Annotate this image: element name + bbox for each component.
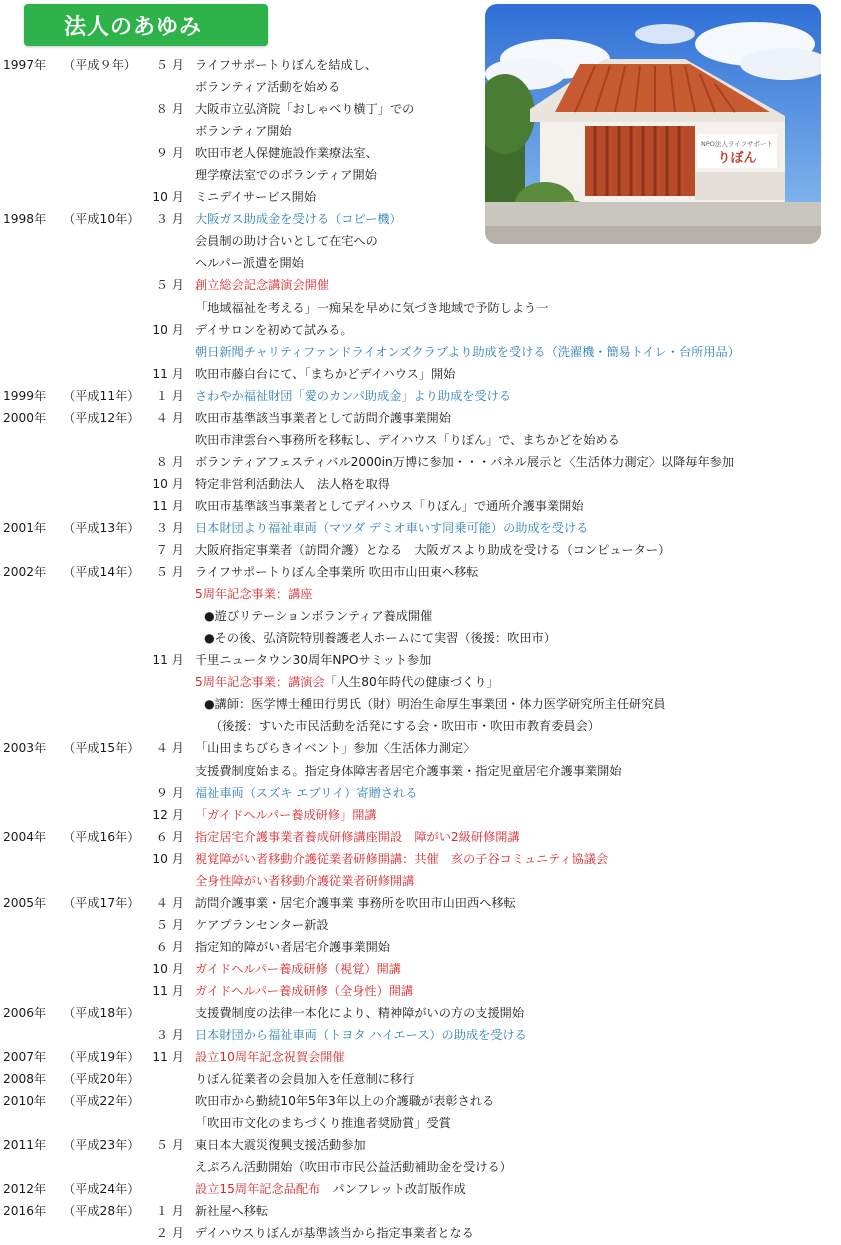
timeline-year: 2012年 — [3, 1182, 47, 1197]
timeline-event — [195, 983, 413, 999]
timeline-row — [0, 385, 841, 407]
timeline-event-text: ●その後、弘済院特別養護老人ホームにて実習（後援：吹田市） — [204, 631, 556, 646]
timeline-event-text: パンフレット改訂版作成 — [320, 1182, 466, 1197]
timeline-event-text: 東日本大震災復興支援活動参加 — [195, 1138, 366, 1153]
timeline-event-text: 支援費制度の法律一本化により、精神障がいの方の支援開始 — [195, 1006, 525, 1021]
timeline-era: （平成24年） — [63, 1182, 140, 1197]
timeline-row — [0, 341, 841, 363]
timeline-row — [0, 54, 841, 76]
timeline-event — [204, 630, 556, 646]
timeline-year: 2008年 — [3, 1072, 47, 1087]
timeline-event — [195, 961, 401, 977]
timeline-row — [0, 407, 841, 429]
timeline-row — [0, 473, 841, 495]
timeline-month: 10 月 — [152, 476, 184, 491]
timeline-year: 2001年 — [3, 520, 47, 535]
timeline-row — [0, 186, 841, 208]
timeline-era: （平成20年） — [63, 1072, 140, 1087]
timeline-event — [195, 939, 390, 955]
timeline-row — [0, 870, 841, 892]
timeline-year: 2016年 — [3, 1204, 47, 1219]
timeline-event — [195, 564, 478, 580]
timeline-event — [195, 763, 622, 779]
timeline-event — [195, 255, 304, 271]
timeline-row — [0, 363, 841, 385]
timeline-row — [0, 1178, 841, 1200]
page-title: 法人のあゆみ — [64, 14, 203, 40]
timeline-event-text: 指定居宅介護事業者養成研修講座開設 障がい2級研修開講 — [195, 829, 520, 844]
timeline-row — [0, 561, 841, 583]
timeline-row — [0, 627, 841, 649]
timeline-era: （平成14年） — [63, 565, 140, 580]
timeline-event — [195, 277, 329, 293]
timeline-event — [195, 873, 414, 889]
timeline-era: （平成17年） — [63, 895, 140, 910]
timeline-event-text: 「吹田市文化のまちづくり推進者奨励賞」受賞 — [195, 1116, 451, 1131]
timeline-event-text: ガイドヘルパー養成研修（全身性）開講 — [195, 983, 414, 998]
timeline-event — [195, 167, 377, 183]
timeline-event — [195, 145, 378, 161]
timeline-month: ３ 月 — [155, 212, 184, 227]
timeline-event-text: 訪問介護事業・居宅介護事業 事務所を吹田市山田西へ移転 — [195, 895, 516, 910]
timeline-event — [195, 189, 316, 205]
timeline-event-text: 会員制の助け合いとして在宅への — [195, 234, 378, 249]
timeline-event-text: ボランティアフェスティバル2000in万博に参加・・・パネル展示と〈生活体力測定〉以降毎年参加 — [195, 454, 735, 469]
timeline-event — [195, 300, 548, 316]
timeline-row — [0, 936, 841, 958]
timeline-event — [195, 366, 455, 382]
timeline-row — [0, 914, 841, 936]
timeline-month: ２ 月 — [155, 1226, 184, 1241]
timeline-event — [195, 1049, 345, 1065]
timeline-event — [195, 322, 353, 338]
timeline-event — [195, 1115, 451, 1131]
timeline-row — [0, 76, 841, 98]
timeline-event — [195, 851, 608, 867]
timeline-month: 11 月 — [152, 498, 184, 513]
timeline-year: 2003年 — [3, 741, 47, 756]
timeline-row — [0, 120, 841, 142]
timeline-month: 11 月 — [152, 653, 184, 668]
timeline-event — [195, 101, 414, 117]
timeline-year: 1997年 — [3, 58, 47, 72]
timeline-row — [0, 1068, 841, 1090]
timeline-row — [0, 142, 841, 164]
timeline-event-text: 朝日新聞チャリティファンドライオンズクラブより助成を受ける（洗濯機・簡易トイレ・台所用品） — [195, 344, 740, 359]
timeline-year: 2006年 — [3, 1006, 47, 1021]
timeline-row — [0, 1134, 841, 1156]
building-sign-large: りぼん — [717, 151, 757, 166]
timeline-event — [195, 542, 670, 558]
timeline-row — [0, 274, 841, 296]
timeline-month: ３ 月 — [155, 1028, 184, 1043]
timeline-event-text: デイハウスりぼんが基準該当から指定事業者となる — [195, 1226, 474, 1241]
timeline-event — [195, 740, 475, 756]
timeline-event-text: ヘルパー派遣を開始 — [195, 256, 304, 271]
timeline-event — [195, 1005, 524, 1021]
timeline-row — [0, 1002, 841, 1024]
timeline-month: 11 月 — [152, 1050, 184, 1065]
timeline-event-text: 「人生80年時代の健康づくり」 — [324, 675, 499, 690]
timeline-month: ３ 月 — [155, 520, 184, 535]
timeline-row — [0, 451, 841, 473]
timeline-event — [195, 829, 520, 845]
timeline-era: （平成19年） — [63, 1050, 140, 1065]
timeline-year: 2010年 — [3, 1094, 47, 1109]
timeline-era: （平成18年） — [63, 1006, 140, 1021]
timeline-event-text: 創立総会記念講演会開催 — [195, 278, 330, 293]
timeline-month: ４ 月 — [155, 741, 184, 756]
timeline-month: 10 月 — [152, 322, 184, 337]
timeline-row — [0, 230, 841, 252]
timeline-row — [0, 760, 841, 782]
timeline-event-text: 吹田市津雲台へ事務所を移転し、デイハウス「りぼん」で、まちかどを始める — [195, 432, 620, 447]
timeline-event-text: 新社屋へ移転 — [195, 1204, 269, 1219]
timeline-event — [195, 79, 340, 95]
timeline-event-text: ライフサポートりぼんを結成し、 — [195, 58, 378, 72]
timeline-year: 1999年 — [3, 388, 47, 403]
timeline-era: （平成13年） — [63, 520, 140, 535]
timeline-event-text: ●遊びリテーションボランティア養成開催 — [204, 609, 433, 624]
timeline-event — [195, 123, 292, 139]
timeline-event-text: 設立15周年記念品配布 — [195, 1182, 321, 1197]
timeline-era: （平成９年） — [63, 58, 137, 72]
timeline-era: （平成11年） — [63, 388, 140, 403]
timeline-event — [195, 652, 431, 668]
timeline-row — [0, 737, 841, 759]
timeline-event-text: 理学療法室でのボランティア開始 — [195, 168, 377, 183]
timeline-event — [195, 57, 377, 73]
timeline-event-text: 日本財団から福祉車両（トヨタ ハイエース）の助成を受ける — [195, 1028, 527, 1043]
timeline-event — [195, 674, 499, 690]
timeline-month: ５ 月 — [155, 278, 184, 293]
timeline-event-text: ボランティア開始 — [195, 124, 292, 139]
timeline-row — [0, 1200, 841, 1222]
timeline-event — [204, 608, 432, 624]
timeline-month: ５ 月 — [155, 58, 184, 72]
timeline-month: ８ 月 — [155, 454, 184, 469]
timeline-event — [204, 696, 666, 712]
timeline-event — [195, 520, 588, 536]
timeline-event-text: 千里ニュータウン30周年NPOサミット参加 — [195, 653, 432, 668]
timeline-event — [195, 344, 740, 360]
timeline-year: 2000年 — [3, 410, 47, 425]
timeline-month: ６ 月 — [155, 829, 184, 844]
timeline-era: （平成12年） — [63, 410, 140, 425]
timeline-month: ７ 月 — [155, 543, 184, 558]
timeline-event-text: 支援費制度始まる。指定身体障害者居宅介護事業・指定児童居宅介護事業開始 — [195, 763, 622, 778]
timeline-era: （平成10年） — [63, 212, 140, 227]
timeline-month: ４ 月 — [155, 895, 184, 910]
timeline-row — [0, 1156, 841, 1178]
timeline-row — [0, 1112, 841, 1134]
timeline-event-text: 指定知的障がい者居宅介護事業開始 — [195, 939, 390, 954]
timeline-event-text: 「地域福祉を考える」一痴呆を早めに気づき地域で予防しよう一 — [195, 300, 549, 315]
timeline-event-text: 「山田まちびらきイベント」参加〈生活体力測定〉 — [195, 741, 476, 756]
page-title-banner — [24, 4, 268, 46]
timeline-event — [195, 1027, 527, 1043]
timeline-event — [195, 454, 734, 470]
timeline-event-text: 吹田市基準該当事業者としてデイハウス「りぼん」で通所介護事業開始 — [195, 498, 584, 513]
timeline-month: ４ 月 — [155, 410, 184, 425]
timeline-event — [195, 498, 584, 514]
timeline-event — [195, 1159, 512, 1175]
timeline-row — [0, 826, 841, 848]
timeline-era: （平成23年） — [63, 1138, 140, 1153]
timeline-month: ９ 月 — [155, 785, 184, 800]
timeline-row — [0, 605, 841, 627]
timeline-event — [195, 410, 451, 426]
timeline-month: ５ 月 — [155, 565, 184, 580]
timeline-row — [0, 583, 841, 605]
timeline-row — [0, 164, 841, 186]
timeline-event-text: 大阪府指定事業者（訪問介護）となる 大阪ガスより助成を受ける（コンピューター） — [195, 543, 671, 558]
timeline-event — [195, 1137, 366, 1153]
timeline-event — [195, 233, 378, 249]
timeline-event-text: 吹田市老人保健施設作業療法室、 — [195, 146, 378, 161]
timeline-event-text: 大阪ガス助成金を受ける（コピー機） — [195, 212, 402, 227]
timeline-era: （平成16年） — [63, 829, 140, 844]
timeline-month: ５ 月 — [155, 917, 184, 932]
timeline-event-text: ●講師：医学博士種田行男氏（財）明治生命厚生事業団・体力医学研究所主任研究員 — [204, 697, 666, 712]
timeline-event — [195, 211, 402, 227]
timeline-event — [195, 432, 620, 448]
timeline-year: 2005年 — [3, 895, 47, 910]
timeline-event-text: 吹田市藤白台にて、「まちかどデイハウス」開始 — [195, 366, 456, 381]
timeline-month: 11 月 — [152, 366, 184, 381]
timeline-month: ５ 月 — [155, 1138, 184, 1153]
timeline-row — [0, 892, 841, 914]
timeline-event — [195, 1225, 474, 1241]
timeline-event-text: 視覚障がい者移動介護従業者研修開講：共催 亥の子谷コミュニティ協議会 — [195, 851, 609, 866]
timeline-event-text: ライフサポートりぼん全事業所 吹田市山田東へ移転 — [195, 565, 479, 580]
timeline-month: 10 月 — [152, 851, 184, 866]
timeline-event-text: ケアプランセンター新設 — [195, 917, 329, 932]
timeline-row — [0, 980, 841, 1002]
timeline-event-text: 福祉車両（スズキ エブリイ）寄贈される — [195, 785, 418, 800]
timeline-month: １ 月 — [155, 1204, 184, 1219]
timeline-row — [0, 715, 841, 737]
timeline-month: 12 月 — [152, 807, 184, 822]
timeline-event-text: ボランティア活動を始める — [195, 80, 341, 95]
timeline-month: １ 月 — [155, 388, 184, 403]
timeline-event — [195, 917, 329, 933]
timeline-event — [195, 895, 516, 911]
timeline-event-text: 5周年記念事業：講演会 — [195, 675, 325, 690]
timeline-year: 2002年 — [3, 565, 47, 580]
timeline-year: 2011年 — [3, 1138, 47, 1153]
timeline-event-text: 5周年記念事業：講座 — [195, 587, 313, 602]
timeline-event — [195, 388, 511, 404]
timeline-row — [0, 804, 841, 826]
timeline-month: ６ 月 — [155, 939, 184, 954]
timeline-row — [0, 297, 841, 319]
timeline-era: （平成15年） — [63, 741, 140, 756]
timeline-row — [0, 1090, 841, 1112]
timeline-month: 10 月 — [152, 190, 184, 205]
timeline-row — [0, 1222, 841, 1244]
timeline-event — [195, 1203, 268, 1219]
timeline-event-text: デイサロンを初めて試みる。 — [195, 322, 353, 337]
timeline-row — [0, 649, 841, 671]
timeline-event-text: 吹田市から勤続10年5年3年以上の介護職が表彰される — [195, 1094, 495, 1109]
timeline-event — [195, 785, 417, 801]
timeline-event-text: 全身性障がい者移動介護従業者研修開講 — [195, 873, 415, 888]
timeline-year: 1998年 — [3, 212, 47, 227]
timeline-year: 2007年 — [3, 1050, 47, 1065]
timeline-event-text: りぼん従業者の会員加入を任意制に移行 — [195, 1072, 415, 1087]
timeline-row — [0, 252, 841, 274]
timeline-row — [0, 98, 841, 120]
timeline-event-text: 設立10周年記念祝賀会開催 — [195, 1050, 345, 1065]
timeline-event-text: 吹田市基準該当事業者として訪問介護事業開始 — [195, 410, 451, 425]
timeline-event — [210, 718, 600, 734]
timeline-event — [195, 586, 312, 602]
timeline-month: 11 月 — [152, 983, 184, 998]
timeline-month: 10 月 — [152, 961, 184, 976]
timeline-event-text: 「ガイドヘルパー養成研修」開講 — [195, 807, 377, 822]
timeline-row — [0, 958, 841, 980]
timeline-event — [195, 1181, 466, 1197]
timeline-row — [0, 671, 841, 693]
timeline-month: ８ 月 — [155, 102, 184, 117]
timeline-era: （平成22年） — [63, 1094, 140, 1109]
timeline-event-text: 日本財団より福祉車両（マツダ デミオ車いす同乗可能）の助成を受ける — [195, 520, 589, 535]
timeline-row — [0, 693, 841, 715]
timeline-event-text: ガイドヘルパー養成研修（視覚）開講 — [195, 961, 401, 976]
timeline-era: （平成28年） — [63, 1204, 140, 1219]
timeline-row — [0, 782, 841, 804]
timeline-event-text: 特定非営利活動法人 法人格を取得 — [195, 476, 390, 491]
timeline-event — [195, 1071, 414, 1087]
timeline-row — [0, 429, 841, 451]
timeline-row — [0, 1046, 841, 1068]
timeline-year: 2004年 — [3, 829, 47, 844]
timeline-month: ９ 月 — [155, 146, 184, 161]
timeline-event — [195, 476, 390, 492]
history-timeline — [0, 54, 841, 1245]
timeline-row — [0, 495, 841, 517]
timeline-row — [0, 208, 841, 230]
timeline-event — [195, 807, 377, 823]
timeline-event-text: 大阪市立弘済院「おしゃべり横丁」での — [195, 102, 415, 117]
timeline-row — [0, 539, 841, 561]
timeline-event-text: （後援：すいた市民活動を活発にする会・吹田市・吹田市教育委員会） — [210, 719, 600, 734]
timeline-row — [0, 848, 841, 870]
timeline-event-text: えぷろん活動開始（吹田市市民公益活動補助金を受ける） — [195, 1160, 512, 1175]
timeline-row — [0, 1024, 841, 1046]
building-sign-small: NPO法人ライフサポート — [700, 140, 774, 148]
timeline-event — [195, 1093, 494, 1109]
timeline-row — [0, 319, 841, 341]
timeline-event-text: さわやか福祉財団「愛のカンパ助成金」より助成を受ける — [195, 388, 512, 403]
timeline-event-text: ミニデイサービス開始 — [195, 190, 317, 205]
timeline-row — [0, 517, 841, 539]
